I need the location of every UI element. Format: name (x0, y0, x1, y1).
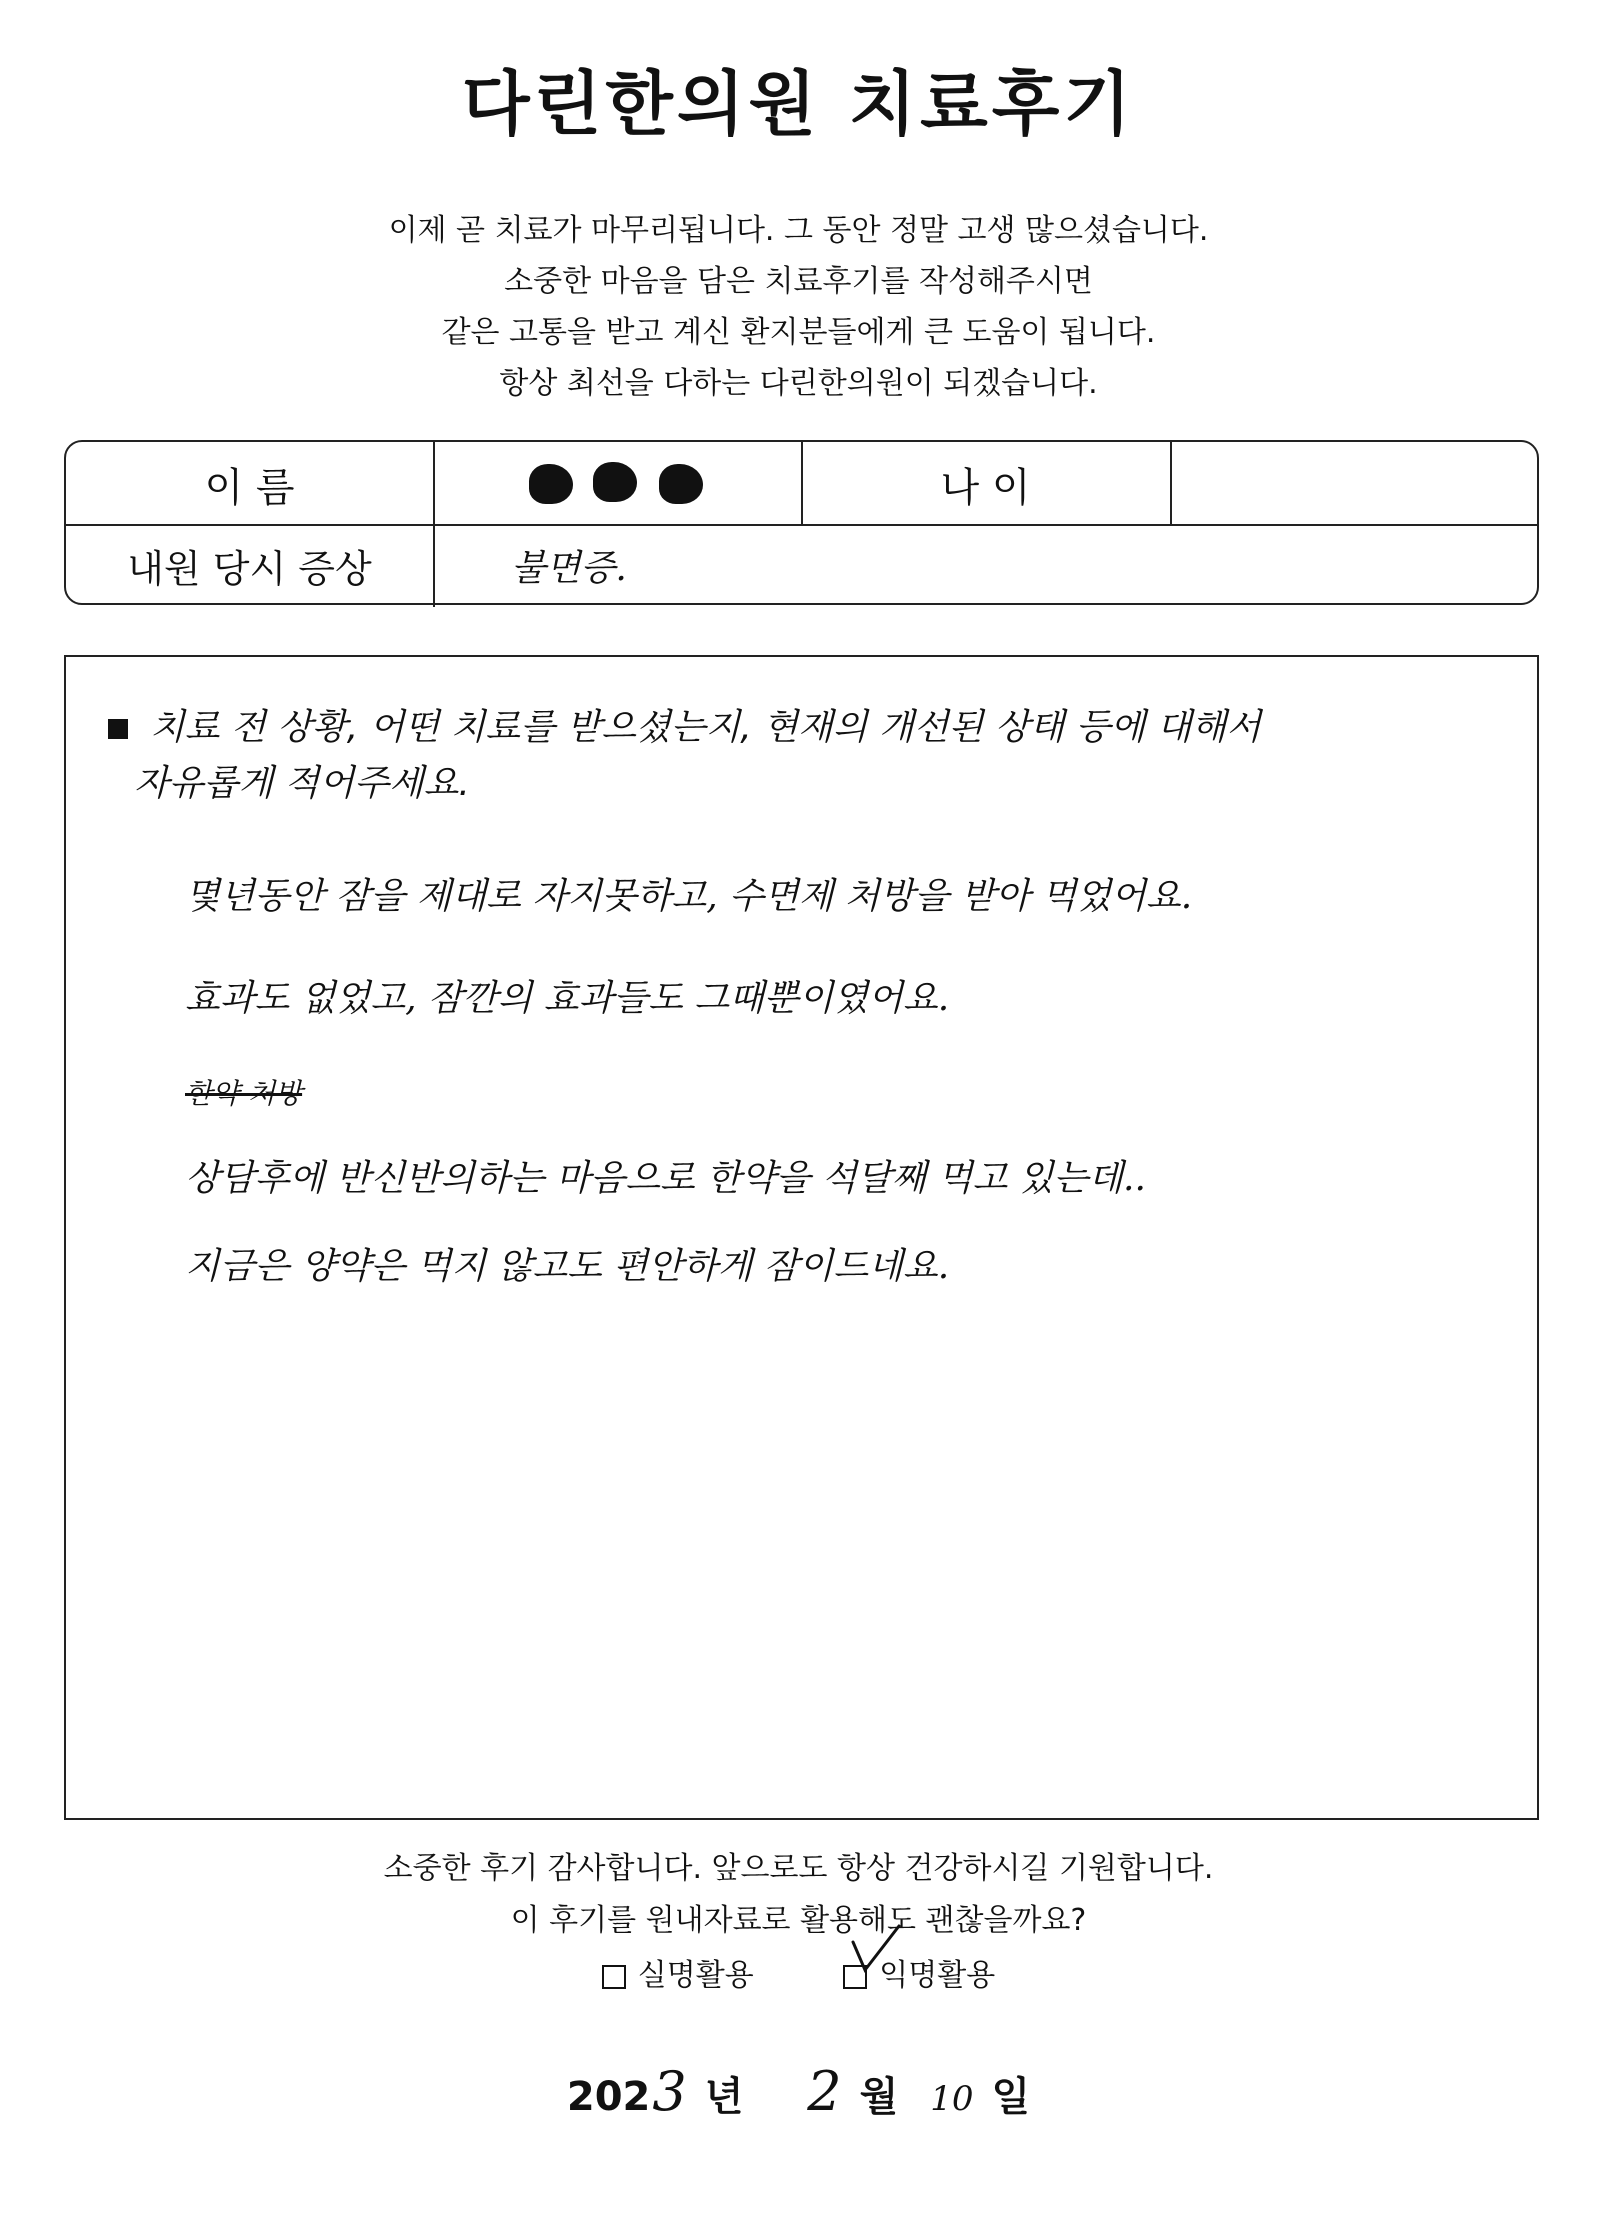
symptom-label: 내원 당시 증상 (127, 547, 372, 591)
age-label: 나 이 (940, 465, 1031, 511)
redacted-name-mark (659, 464, 703, 504)
redacted-name-mark (593, 462, 637, 502)
intro-line: 같은 고통을 받고 계신 환지분들에게 큰 도움이 됩니다. (441, 315, 1156, 350)
consent-options (0, 1950, 1597, 1994)
month-unit: 월 (859, 2074, 899, 2120)
review-line: 몇년동안 잠을 제대로 자지못하고, 수면제 처방을 받아 먹었어요. (185, 876, 1193, 917)
patient-info-table (64, 440, 1539, 605)
option-label: 실명활용 (637, 1958, 754, 1993)
checkbox-real-name[interactable] (602, 1965, 626, 1989)
page-title: 다린한의원 치료후기 (462, 63, 1135, 145)
intro-text (0, 205, 1597, 409)
intro-line: 이제 곧 치료가 마무리됩니다. 그 동안 정말 고생 많으셨습니다. (388, 213, 1209, 248)
table-divider (1170, 442, 1172, 524)
month-value[interactable]: 2 (807, 2060, 842, 2123)
name-label: 이 름 (204, 465, 295, 511)
prompt-line: 치료 전 상황, 어떤 치료를 받으셨는지, 현재의 개선된 상태 등에 대해서 (150, 707, 1262, 748)
closing-line: 이 후기를 원내자료로 활용해도 괜찮을까요? (510, 1903, 1087, 1938)
review-line: 지금은 양약은 먹지 않고도 편안하게 잠이드네요. (185, 1246, 950, 1287)
option-real-name[interactable] (602, 1950, 754, 1994)
redacted-name-mark (529, 464, 573, 504)
closing-line: 소중한 후기 감사합니다. 앞으로도 항상 건강하시길 기원합니다. (383, 1851, 1214, 1886)
closing-text (0, 1843, 1597, 1947)
name-field[interactable] (433, 458, 801, 508)
date-line (0, 2060, 1597, 2123)
review-line: 효과도 없었고, 잠깐의 효과들도 그때뿐이였어요. (185, 978, 950, 1019)
review-prompt (108, 700, 1261, 812)
day-value[interactable]: 10 (930, 2079, 974, 2119)
symptom-field[interactable]: 불면증. (511, 548, 627, 589)
year-digit[interactable]: 3 (652, 2060, 687, 2123)
intro-line: 항상 최선을 다하는 다린한의원이 되겠습니다. (499, 366, 1098, 401)
prompt-line: 자유롭게 적어주세요. (134, 763, 470, 804)
option-label: 익명활용 (879, 1958, 996, 1993)
checkmark-icon (847, 1920, 907, 1980)
struck-out-text: 한약 처방 (185, 1077, 303, 1110)
bullet-square-icon (108, 719, 128, 739)
intro-line: 소중한 마음을 담은 치료후기를 작성해주시면 (504, 264, 1093, 299)
review-line: 상담후에 반신반의하는 마음으로 한약을 석달째 먹고 있는데.. (185, 1158, 1146, 1199)
day-unit: 일 (991, 2074, 1031, 2120)
option-anonymous[interactable] (843, 1950, 995, 1994)
table-divider (66, 524, 1537, 526)
year-unit: 년 (704, 2074, 744, 2120)
year-prefix: 202 (566, 2074, 651, 2120)
